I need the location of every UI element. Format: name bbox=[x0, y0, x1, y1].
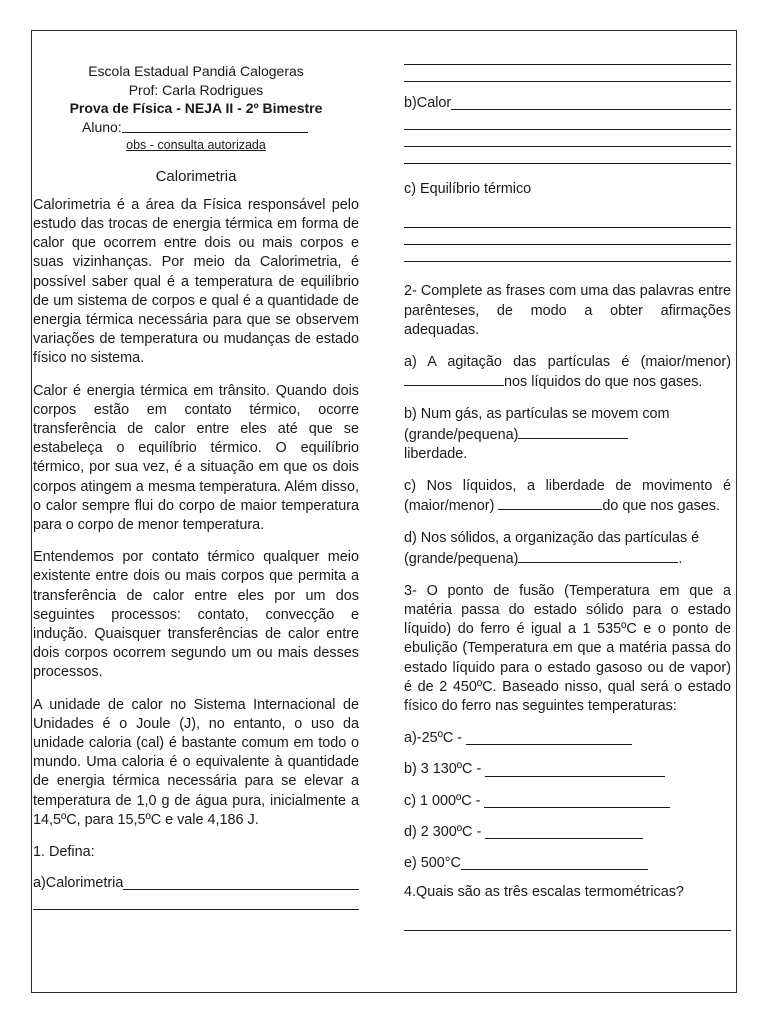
answer-2a-blank[interactable] bbox=[404, 372, 504, 386]
question-3d-field[interactable] bbox=[404, 823, 731, 842]
question-2d-end: . bbox=[678, 550, 683, 567]
question-3a-field[interactable] bbox=[404, 729, 731, 748]
left-column bbox=[33, 62, 359, 910]
question-1c-label: c) Equilíbrio térmico bbox=[404, 181, 532, 198]
question-2c bbox=[404, 477, 731, 516]
exam-header bbox=[33, 62, 359, 155]
question-3b-label: b) 3 130ºC - bbox=[404, 761, 482, 778]
student-label: Aluno: bbox=[82, 118, 122, 135]
answer-line[interactable] bbox=[404, 65, 731, 82]
question-3b-field[interactable] bbox=[404, 760, 731, 779]
answer-3a-blank[interactable] bbox=[466, 730, 632, 745]
student-name-field[interactable] bbox=[33, 118, 359, 137]
question-2-prompt: 2- Complete as frases com uma das palavras entre parênteses, de modo a obter afirmações adequadas. bbox=[404, 283, 731, 338]
question-1b-label: b)Calor bbox=[404, 95, 452, 111]
question-3-prompt: 3- O ponto de fusão (Temperatura em que a matéria passa do estado sólido para o estado líquido) do ferro é igual a 1 535ºC e o ponto de ebulição (Temperatura em que a matéria passa do estado líquido para o estado gasoso ou de vapor) é de 2 450ºC. Baseado nisso, qual será o estado físico do ferro nas seguintes temperaturas: bbox=[404, 582, 731, 715]
question-3c-label: c) 1 000ºC - bbox=[404, 792, 481, 809]
question-3e-field[interactable] bbox=[404, 854, 731, 873]
paragraph-2: Calor é energia térmica em trânsito. Quando dois corpos estão em contato térmico, ocorre transferência de calor entre eles até que se estabeleça o equilíbrio térmico. O equilíbrio térmico, por sua vez, é a situação em que os dois corpos atingem a mesma temperatura. Além disso, o calor sempre flui do corpo de maior temperatura para o corpo de menor temperatura. bbox=[33, 382, 359, 533]
question-2b bbox=[404, 405, 731, 464]
paragraph-3: Entendemos por contato térmico qualquer meio existente entre dois ou mais corpos que permita a transferência de calor entre eles por um dos seguintes processos: contato, convecção e indução. Quaisquer transferências de calor entre dois corpos ocorrem segundo um ou mais desses processos. bbox=[33, 549, 359, 681]
teacher-name: Prof: Carla Rodrigues bbox=[128, 81, 264, 98]
answer-2b-blank[interactable] bbox=[518, 425, 628, 439]
answer-line[interactable] bbox=[404, 147, 731, 164]
answer-1a-blank[interactable] bbox=[123, 875, 359, 890]
answer-line[interactable] bbox=[404, 245, 731, 262]
question-2c-start: c) Nos líquidos, a liberdade de movimento é (maior/menor) bbox=[404, 478, 731, 515]
question-2b-start: b) Num gás, as partículas se movem com (grande/pequena) bbox=[404, 406, 670, 443]
question-3a-label: a)-25ºC - bbox=[404, 730, 463, 747]
question-3c-field[interactable] bbox=[404, 792, 731, 811]
answer-line[interactable] bbox=[404, 211, 731, 228]
answer-line[interactable] bbox=[404, 228, 731, 245]
question-4-prompt: 4.Quais são as três escalas termométricas? bbox=[404, 884, 684, 901]
answer-line[interactable] bbox=[404, 113, 731, 130]
exam-title: Prova de Física - NEJA II - 2º Bimestre bbox=[69, 100, 323, 116]
question-1a-field[interactable] bbox=[33, 874, 359, 893]
answer-2c-blank[interactable] bbox=[498, 496, 602, 510]
question-2b-end: liberdade. bbox=[404, 445, 468, 462]
answer-1b-blank[interactable] bbox=[451, 95, 731, 110]
question-3e-label: e) 500°C bbox=[404, 855, 461, 872]
question-2d bbox=[404, 529, 731, 568]
question-2c-end: do que nos gases. bbox=[602, 498, 720, 515]
answer-line[interactable] bbox=[404, 914, 731, 931]
question-2d-start: d) Nos sólidos, a organização das partículas é (grande/pequena) bbox=[404, 530, 700, 567]
school-name: Escola Estadual Pandiá Calogeras bbox=[88, 63, 304, 79]
answer-line[interactable] bbox=[404, 130, 731, 147]
question-2a-start: a) A agitação das partículas é (maior/menor) bbox=[404, 354, 731, 371]
answer-line[interactable] bbox=[404, 48, 731, 65]
answer-3e-blank[interactable] bbox=[461, 855, 648, 870]
answer-3c-blank[interactable] bbox=[484, 793, 670, 808]
question-1a-label: a)Calorimetria bbox=[33, 875, 124, 892]
question-3d-label: d) 2 300ºC - bbox=[404, 823, 482, 840]
section-title: Calorimetria bbox=[155, 167, 237, 185]
question-2a bbox=[404, 353, 731, 392]
exam-note: obs - consulta autorizada bbox=[126, 138, 266, 152]
paragraph-4: A unidade de calor no Sistema Internacional de Unidades é o Joule (J), no entanto, o uso da unidade caloria (cal) é bastante comum em todo o mundo. Uma caloria é o equivalente à quantidade de energia térmica necessária para se elevar a temperatura de 1,0 g de água pura, inicialmente a 14,5ºC, para 15,5ºC e vale 4,186 J. bbox=[33, 696, 359, 828]
question-1-prompt: 1. Defina: bbox=[33, 844, 95, 860]
answer-3b-blank[interactable] bbox=[485, 762, 665, 777]
answer-2d-blank[interactable] bbox=[518, 549, 678, 563]
right-column bbox=[404, 48, 731, 931]
question-1b-field[interactable] bbox=[404, 94, 731, 113]
question-2a-end: nos líquidos do que nos gases. bbox=[504, 374, 703, 391]
answer-line[interactable] bbox=[33, 893, 359, 910]
answer-3d-blank[interactable] bbox=[485, 824, 643, 839]
paragraph-1: Calorimetria é a área da Física responsável pelo estudo das trocas de energia térmica em forma de calor que ocorrem entre dois ou mais corpos e suas vizinhanças. Por meio da Calorimetria, é possível saber qual é a temperatura de equilíbrio de um sistema de corpos e qual é a quantidade de energia térmica necessária para que se observem variações de temperatura ou mudanças de estado físico no sistema. bbox=[33, 196, 359, 367]
student-name-blank[interactable] bbox=[122, 118, 308, 133]
